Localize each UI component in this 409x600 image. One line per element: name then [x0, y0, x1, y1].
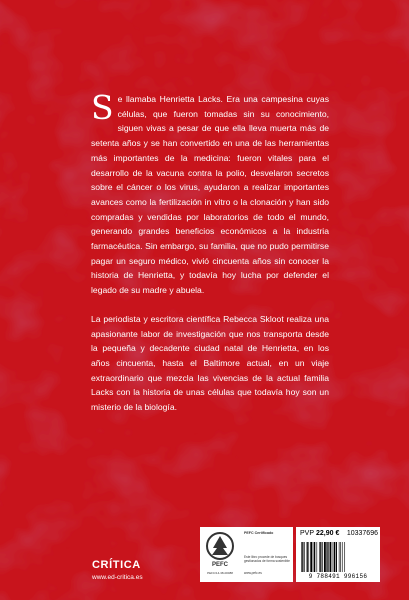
pefc-tree-icon: [204, 531, 236, 561]
price-value: 22,90 €: [316, 530, 340, 537]
back-cover-blurb: [91, 88, 329, 415]
barcode-bar: [326, 542, 327, 572]
barcode-bar: [339, 542, 340, 572]
barcode-bar: [314, 542, 315, 572]
pefc-certified-label: PEFC Certificado: [244, 531, 274, 535]
barcode-bar: [301, 542, 302, 572]
barcode-bar: [320, 542, 321, 572]
barcode-bar: [307, 542, 308, 572]
blurb-paragraph-1-text: e llamaba Henrietta Lacks. Era una campesina cuyas células, que fueron tomadas sin su conocimiento, siguen vivas a pesar de que ella lleva muerta más de setenta años y se han convertido en una de las herramientas más importantes de la medicina: fueron vitales para el desarrollo de la vacuna contra la polio, desvelaron secretos sobre el cáncer o los virus, ayudaron a realizar importantes avances como la fertilización in vitro o la clonación y han sido compradas y vendidas por laboratorios de todo el mundo, generando grandes beneficios económicos a la industria farmacéutica. Sin embargo, su familia, que no pudo permitirse pagar un seguro médico, vivió cincuenta años sin conocer la historia de Henrietta, y todavía hoy lucha por defender el legado de su madre y abuela.: [91, 94, 329, 296]
barcode-bar: [317, 542, 318, 572]
barcode-bar: [333, 542, 334, 572]
price-row: [300, 530, 378, 539]
barcode-bar: [334, 542, 335, 572]
barcode-bar: [304, 542, 305, 572]
pefc-certification-box: [200, 527, 293, 582]
pefc-description: Este libro procede de bosques gestionados de forma sostenible: [244, 555, 290, 563]
barcode-bar: [322, 542, 323, 572]
blurb-paragraph-1: [91, 88, 329, 298]
product-code: 10337696: [346, 530, 378, 537]
drop-cap: S: [91, 88, 114, 127]
barcode-bar: [313, 542, 314, 572]
publisher-url: www.ed-critica.es: [92, 574, 143, 581]
barcode-bar: [310, 542, 312, 572]
barcode-bar: [330, 542, 332, 572]
barcode-bar: [308, 542, 309, 572]
publisher-name: CRÍTICA: [92, 559, 141, 571]
barcode-bar: [344, 542, 345, 572]
isbn-barcode: [300, 542, 376, 572]
barcode-bar: [302, 542, 303, 572]
publisher-block: [92, 559, 143, 581]
barcode-bar: [340, 542, 341, 572]
price-label: PVP: [300, 530, 315, 537]
barcode-bar: [336, 542, 337, 572]
barcode-bar: [328, 542, 329, 572]
blurb-paragraph-2: La periodista y escritora científica Rebecca Skloot realiza una apasionante labor de investigación que nos transporta desde la pequeña y decadente ciudad natal de Henrietta, en los años cincuenta, hasta el Baltimore actual, en un viaje extraordinario que mezcla las vivencias de la actual familia Lacks con la historia de unas células que todavía hoy son un misterio de la biología.: [91, 313, 329, 413]
pefc-license-code: PEFC/14-38-00088: [207, 571, 233, 575]
barcode-bar: [342, 542, 343, 572]
pefc-website: www.pefc.es: [244, 571, 262, 575]
barcode-bar: [324, 542, 326, 572]
barcode-bar: [319, 542, 320, 572]
isbn-digits: 9 788491 996156: [308, 573, 368, 580]
price-barcode-box: [296, 527, 380, 582]
pefc-logo-text: PEFC: [211, 562, 228, 568]
